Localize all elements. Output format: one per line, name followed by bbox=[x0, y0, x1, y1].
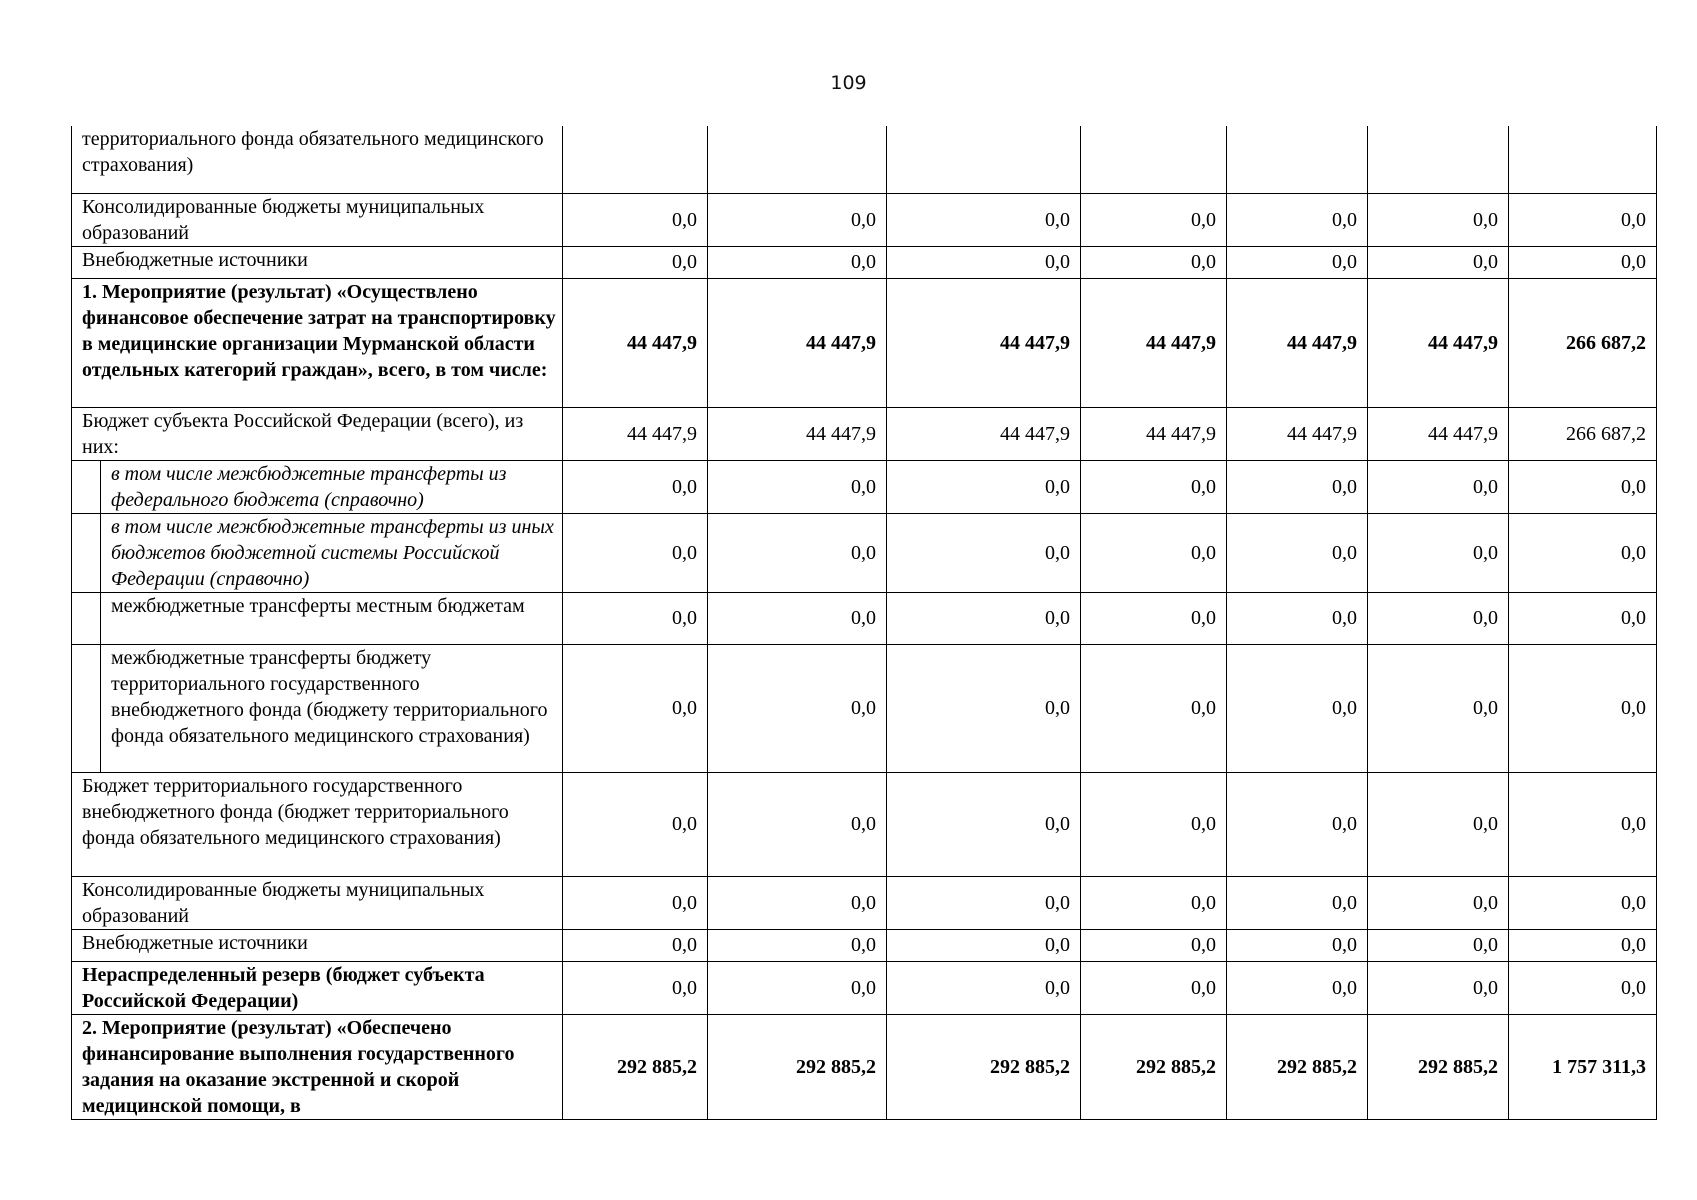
row-label-text: 1. Мероприятие (результат) «Осуществлено финансовое обеспечение затрат на транспортировку в медицинские организации Мурманской области отдельных категорий граждан», всего, в том числе: bbox=[82, 280, 556, 381]
value-cell: 0,0 bbox=[708, 876, 887, 929]
value-cell: 0,0 bbox=[708, 193, 887, 246]
total-cell: 0,0 bbox=[1509, 876, 1657, 929]
value-cell: 292 885,2 bbox=[1081, 1014, 1227, 1119]
value-cell: 44 447,9 bbox=[708, 407, 887, 460]
row-label bbox=[72, 407, 563, 460]
value-cell bbox=[708, 126, 887, 193]
row-label-text: в том числе межбюджетные трансферты из федерального бюджета (справочно) bbox=[111, 462, 507, 511]
value-cell: 0,0 bbox=[1368, 644, 1509, 772]
value-cell: 0,0 bbox=[1368, 772, 1509, 876]
value-cell: 292 885,2 bbox=[1368, 1014, 1509, 1119]
value-cell: 44 447,9 bbox=[1368, 278, 1509, 407]
value-cell: 0,0 bbox=[708, 929, 887, 961]
value-cell: 0,0 bbox=[563, 193, 708, 246]
row-label bbox=[72, 246, 563, 278]
row-label bbox=[101, 513, 563, 592]
value-cell: 0,0 bbox=[887, 929, 1081, 961]
value-cell: 0,0 bbox=[887, 513, 1081, 592]
value-cell: 0,0 bbox=[563, 644, 708, 772]
value-cell: 0,0 bbox=[563, 513, 708, 592]
row-label bbox=[72, 193, 563, 246]
value-cell: 0,0 bbox=[887, 246, 1081, 278]
value-cell: 0,0 bbox=[563, 961, 708, 1014]
value-cell: 0,0 bbox=[887, 961, 1081, 1014]
value-cell bbox=[1227, 126, 1368, 193]
value-cell: 292 885,2 bbox=[1227, 1014, 1368, 1119]
row-label bbox=[72, 876, 563, 929]
indent-cell bbox=[72, 513, 101, 592]
total-cell: 266 687,2 bbox=[1509, 407, 1657, 460]
total-cell: 0,0 bbox=[1509, 193, 1657, 246]
value-cell: 0,0 bbox=[1368, 193, 1509, 246]
value-cell: 44 447,9 bbox=[708, 278, 887, 407]
value-cell: 0,0 bbox=[887, 460, 1081, 513]
value-cell: 0,0 bbox=[563, 592, 708, 644]
value-cell: 292 885,2 bbox=[887, 1014, 1081, 1119]
table-row bbox=[72, 460, 1657, 513]
row-label-text: межбюджетные трансферты бюджету территориального государственного внебюджетного фонда (бюджету территориального фонда обязательного медицинского страхования) bbox=[111, 646, 548, 747]
value-cell: 0,0 bbox=[1227, 929, 1368, 961]
value-cell: 0,0 bbox=[708, 644, 887, 772]
row-label-text: Бюджет субъекта Российской Федерации (всего), из них: bbox=[82, 409, 524, 458]
value-cell: 0,0 bbox=[1227, 961, 1368, 1014]
value-cell: 0,0 bbox=[563, 460, 708, 513]
value-cell: 0,0 bbox=[887, 644, 1081, 772]
table-row bbox=[72, 278, 1657, 407]
total-cell: 0,0 bbox=[1509, 929, 1657, 961]
value-cell: 0,0 bbox=[1081, 592, 1227, 644]
indent-cell bbox=[72, 460, 101, 513]
row-label bbox=[101, 644, 563, 772]
indent-cell bbox=[72, 592, 101, 644]
value-cell: 0,0 bbox=[1368, 961, 1509, 1014]
value-cell: 0,0 bbox=[708, 513, 887, 592]
value-cell bbox=[1368, 126, 1509, 193]
value-cell: 292 885,2 bbox=[708, 1014, 887, 1119]
value-cell: 0,0 bbox=[1081, 513, 1227, 592]
indent-cell bbox=[72, 644, 101, 772]
value-cell: 44 447,9 bbox=[1368, 407, 1509, 460]
row-label-text: Консолидированные бюджеты муниципальных образований bbox=[82, 195, 485, 244]
table-row bbox=[72, 929, 1657, 961]
value-cell: 0,0 bbox=[1081, 246, 1227, 278]
value-cell: 0,0 bbox=[708, 460, 887, 513]
value-cell: 44 447,9 bbox=[1081, 407, 1227, 460]
table-row bbox=[72, 961, 1657, 1014]
row-label-text: Внебюджетные источники bbox=[82, 931, 308, 954]
value-cell: 0,0 bbox=[1368, 929, 1509, 961]
total-cell: 266 687,2 bbox=[1509, 278, 1657, 407]
value-cell: 44 447,9 bbox=[887, 278, 1081, 407]
value-cell: 0,0 bbox=[708, 772, 887, 876]
row-label bbox=[72, 772, 563, 876]
total-cell: 0,0 bbox=[1509, 772, 1657, 876]
value-cell: 0,0 bbox=[708, 961, 887, 1014]
value-cell: 0,0 bbox=[1081, 772, 1227, 876]
value-cell: 0,0 bbox=[1081, 460, 1227, 513]
value-cell: 44 447,9 bbox=[1227, 407, 1368, 460]
table-row bbox=[72, 772, 1657, 876]
row-label-text: в том числе межбюджетные трансферты из иных бюджетов бюджетной системы Российской Федерации (справочно) bbox=[111, 515, 554, 590]
table-row bbox=[72, 513, 1657, 592]
value-cell: 0,0 bbox=[1368, 513, 1509, 592]
total-cell: 0,0 bbox=[1509, 644, 1657, 772]
table-row bbox=[72, 1014, 1657, 1119]
row-label bbox=[101, 592, 563, 644]
row-label-text: Бюджет территориального государственного внебюджетного фонда (бюджет территориального фонда обязательного медицинского страхования) bbox=[82, 774, 509, 849]
table-row bbox=[72, 592, 1657, 644]
row-label-text: Нераспределенный резерв (бюджет субъекта Российской Федерации) bbox=[82, 963, 485, 1012]
total-cell: 1 757 311,3 bbox=[1509, 1014, 1657, 1119]
row-label bbox=[72, 961, 563, 1014]
value-cell: 0,0 bbox=[1368, 460, 1509, 513]
value-cell: 0,0 bbox=[1081, 961, 1227, 1014]
row-label-text: межбюджетные трансферты местным бюджетам bbox=[111, 594, 525, 617]
value-cell: 0,0 bbox=[563, 876, 708, 929]
value-cell: 0,0 bbox=[1227, 193, 1368, 246]
value-cell: 0,0 bbox=[1227, 513, 1368, 592]
value-cell: 44 447,9 bbox=[563, 278, 708, 407]
value-cell: 0,0 bbox=[887, 592, 1081, 644]
value-cell: 0,0 bbox=[887, 876, 1081, 929]
page-number: 109 bbox=[830, 72, 867, 94]
row-label bbox=[72, 929, 563, 961]
value-cell: 0,0 bbox=[1227, 644, 1368, 772]
row-label bbox=[72, 1014, 563, 1119]
value-cell: 0,0 bbox=[1227, 246, 1368, 278]
value-cell: 0,0 bbox=[887, 193, 1081, 246]
total-cell: 0,0 bbox=[1509, 513, 1657, 592]
value-cell: 0,0 bbox=[1227, 592, 1368, 644]
row-label bbox=[101, 460, 563, 513]
row-label bbox=[72, 278, 563, 407]
row-label-text: 2. Мероприятие (результат) «Обеспечено финансирование выполнения государственного задания на оказание экстренной и скорой медицинской помощи, в bbox=[82, 1016, 515, 1117]
value-cell: 0,0 bbox=[1081, 929, 1227, 961]
row-label-text: Консолидированные бюджеты муниципальных образований bbox=[82, 878, 485, 927]
value-cell: 0,0 bbox=[1368, 876, 1509, 929]
value-cell bbox=[1081, 126, 1227, 193]
table-row bbox=[72, 644, 1657, 772]
value-cell: 0,0 bbox=[708, 246, 887, 278]
value-cell: 0,0 bbox=[563, 772, 708, 876]
value-cell: 0,0 bbox=[563, 929, 708, 961]
value-cell: 0,0 bbox=[563, 246, 708, 278]
total-cell: 0,0 bbox=[1509, 592, 1657, 644]
row-label bbox=[72, 126, 563, 193]
total-cell bbox=[1509, 126, 1657, 193]
value-cell: 44 447,9 bbox=[1081, 278, 1227, 407]
table-row bbox=[72, 876, 1657, 929]
value-cell: 44 447,9 bbox=[887, 407, 1081, 460]
value-cell: 0,0 bbox=[1368, 246, 1509, 278]
value-cell: 0,0 bbox=[708, 592, 887, 644]
row-label-text: территориального фонда обязательного медицинского страхования) bbox=[82, 128, 544, 176]
table-row bbox=[72, 193, 1657, 246]
value-cell: 0,0 bbox=[1081, 193, 1227, 246]
value-cell: 292 885,2 bbox=[563, 1014, 708, 1119]
total-cell: 0,0 bbox=[1509, 246, 1657, 278]
value-cell: 0,0 bbox=[1081, 644, 1227, 772]
value-cell: 0,0 bbox=[1081, 876, 1227, 929]
value-cell bbox=[563, 126, 708, 193]
value-cell: 0,0 bbox=[1368, 592, 1509, 644]
value-cell: 44 447,9 bbox=[1227, 278, 1368, 407]
row-label-text: Внебюджетные источники bbox=[82, 248, 308, 271]
value-cell: 0,0 bbox=[887, 772, 1081, 876]
value-cell: 0,0 bbox=[1227, 876, 1368, 929]
budget-table bbox=[71, 126, 1657, 1120]
total-cell: 0,0 bbox=[1509, 460, 1657, 513]
table-row bbox=[72, 126, 1657, 193]
value-cell: 44 447,9 bbox=[563, 407, 708, 460]
table-row bbox=[72, 407, 1657, 460]
value-cell: 0,0 bbox=[1227, 460, 1368, 513]
table-row bbox=[72, 246, 1657, 278]
total-cell: 0,0 bbox=[1509, 961, 1657, 1014]
value-cell bbox=[887, 126, 1081, 193]
value-cell: 0,0 bbox=[1227, 772, 1368, 876]
